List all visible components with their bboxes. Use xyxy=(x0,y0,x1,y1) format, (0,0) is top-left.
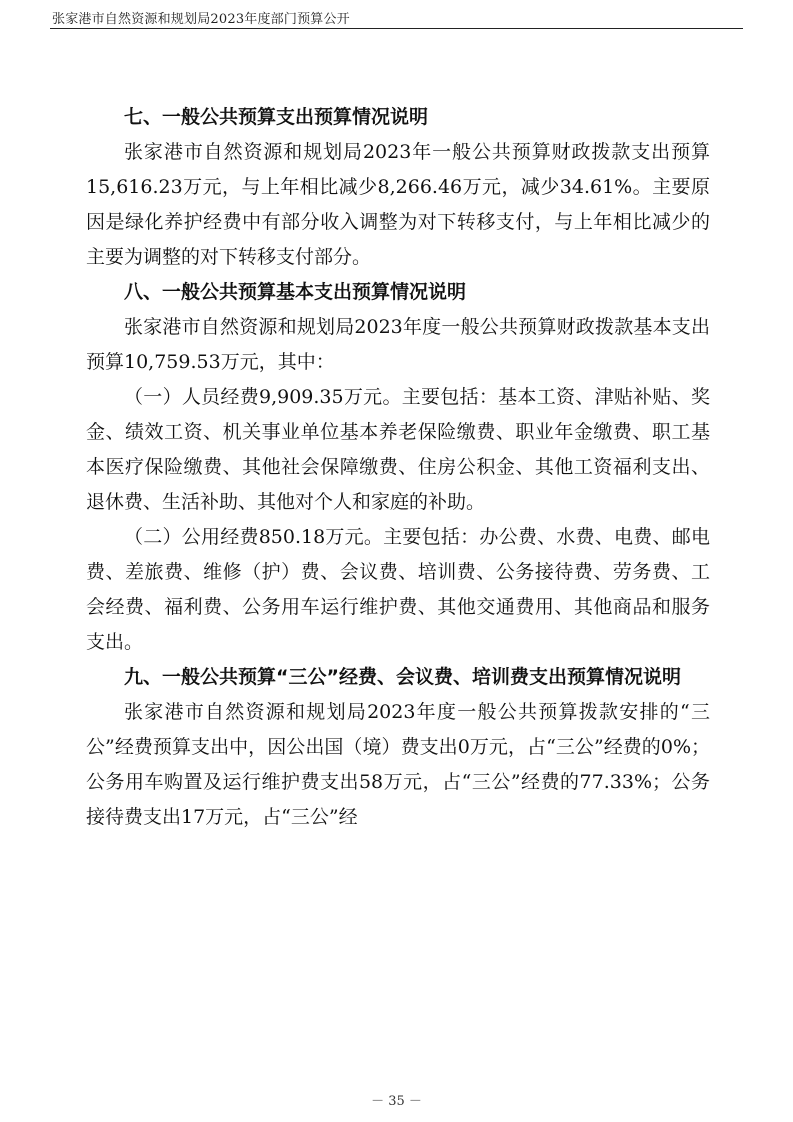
section-9 xyxy=(86,660,710,835)
paragraph: （二）公用经费850.18万元。主要包括：办公费、水费、电费、邮电费、差旅费、维修（护）费、会议费、培训费、公务接待费、劳务费、工会经费、福利费、公务用车运行维护费、其他交通费用、其他商品和服务支出。 xyxy=(86,526,710,653)
paragraph: 张家港市自然资源和规划局2023年一般公共预算财政拨款支出预算15,616.23万元，与上年相比减少8,266.46万元，减少34.61%。主要原因是绿化养护经费中有部分收入调整为对下转移支付，与上年相比减少的主要为调整的对下转移支付部分。 xyxy=(86,141,710,268)
section-8 xyxy=(86,275,710,660)
running-header: 张家港市自然资源和规划局2023年度部门预算公开 xyxy=(52,12,350,27)
section-7 xyxy=(86,100,710,275)
header-divider xyxy=(50,28,743,29)
paragraph: 张家港市自然资源和规划局2023年度一般公共预算财政拨款基本支出预算10,759.53万元，其中： xyxy=(86,316,710,373)
section-heading: 七、一般公共预算支出预算情况说明 xyxy=(124,106,429,128)
page-number: － 35 － xyxy=(371,1094,422,1109)
document-body xyxy=(86,100,710,835)
paragraph: （一）人员经费9,909.35万元。主要包括：基本工资、津贴补贴、奖金、绩效工资、机关事业单位基本养老保险缴费、职业年金缴费、职工基本医疗保险缴费、其他社会保障缴费、住房公积金、其他工资福利支出、退休费、生活补助、其他对个人和家庭的补助。 xyxy=(86,386,710,513)
section-heading: 八、一般公共预算基本支出预算情况说明 xyxy=(124,281,467,303)
paragraph: 张家港市自然资源和规划局2023年度一般公共预算拨款安排的“三公”经费预算支出中，因公出国（境）费支出0万元，占“三公”经费的0%；公务用车购置及运行维护费支出58万元，占“三公”经费的77.33%；公务接待费支出17万元，占“三公”经 xyxy=(86,701,710,828)
section-heading: 九、一般公共预算“三公”经费、会议费、培训费支出预算情况说明 xyxy=(124,666,681,688)
